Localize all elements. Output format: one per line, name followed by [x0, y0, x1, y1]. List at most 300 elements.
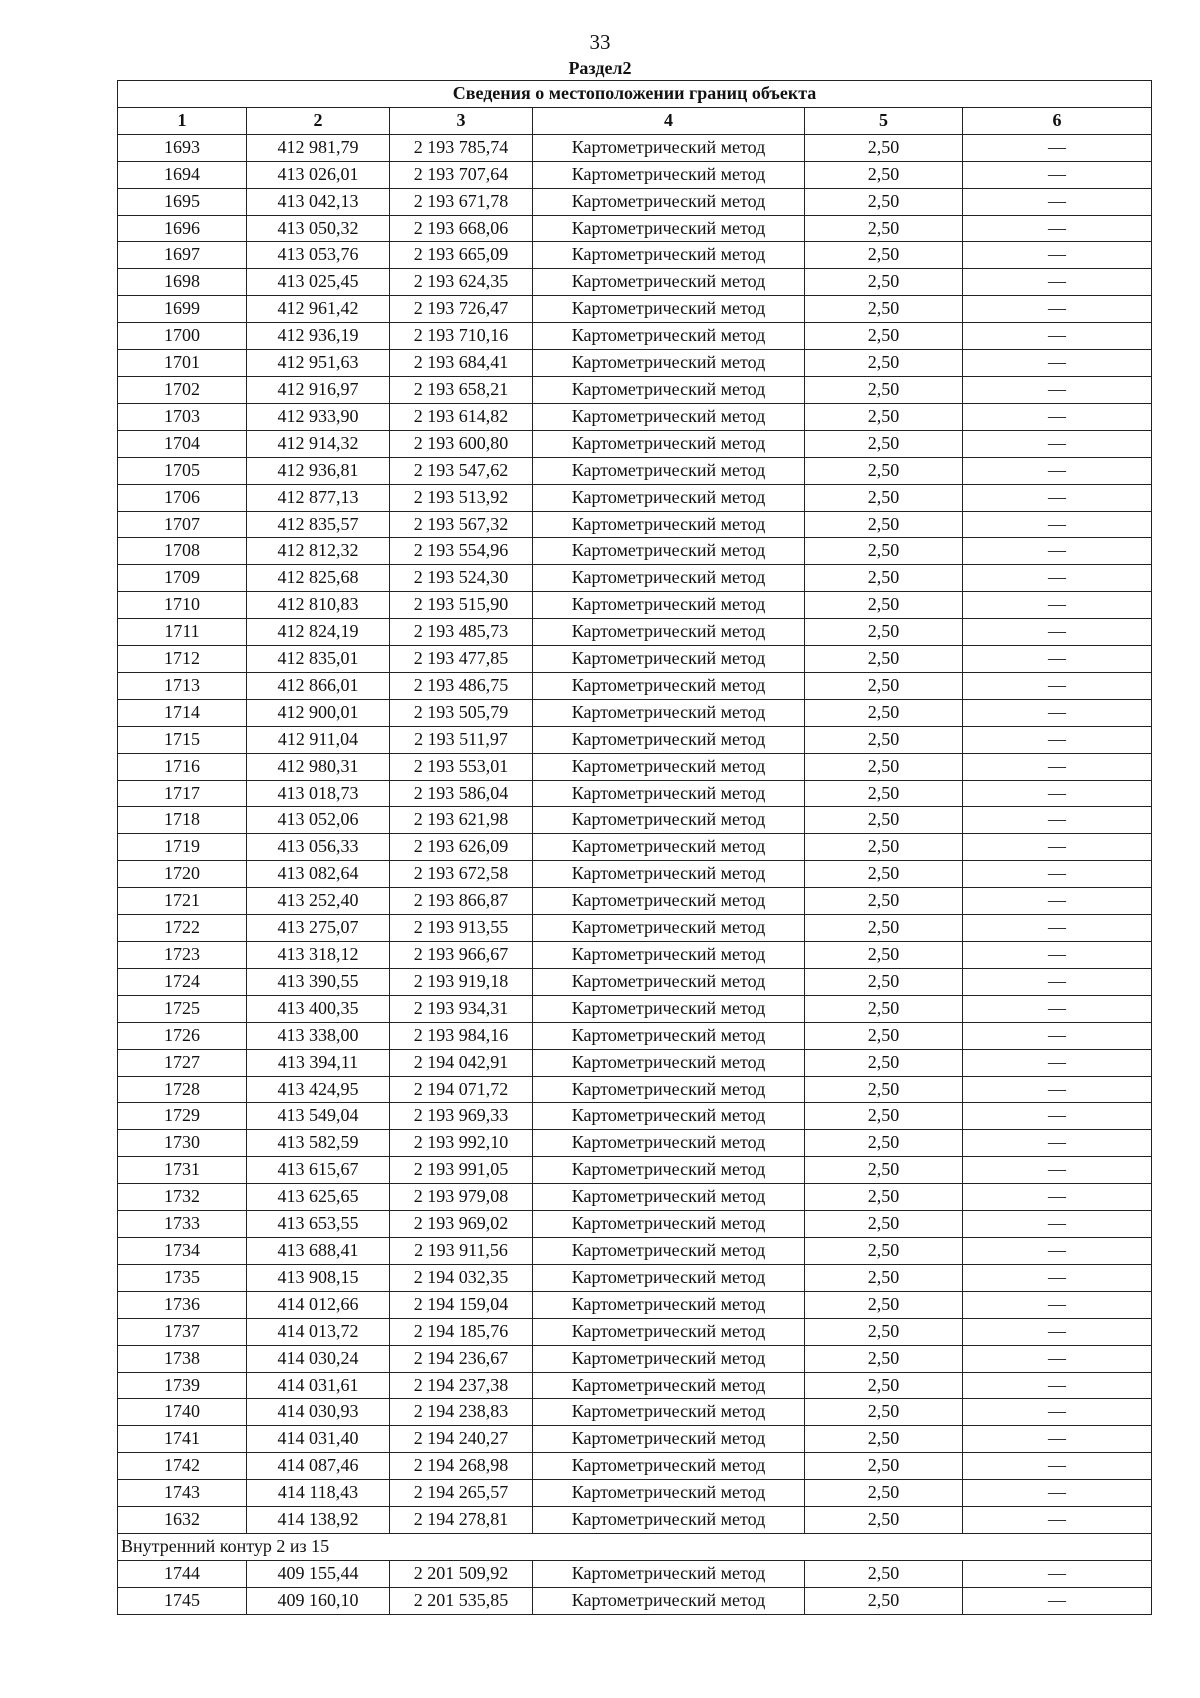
table-row — [118, 296, 1152, 323]
accuracy-cell: 2,50 — [805, 592, 963, 619]
x-coordinate-cell: 412 835,57 — [247, 511, 390, 538]
accuracy-cell: 2,50 — [805, 780, 963, 807]
accuracy-cell: 2,50 — [805, 457, 963, 484]
point-number-cell: 1701 — [118, 350, 247, 377]
x-coordinate-cell: 412 981,79 — [247, 134, 390, 161]
method-cell: Картометрический метод — [533, 215, 805, 242]
description-cell: — — [963, 376, 1152, 403]
x-coordinate-cell: 412 825,68 — [247, 565, 390, 592]
accuracy-cell: 2,50 — [805, 942, 963, 969]
method-cell: Картометрический метод — [533, 134, 805, 161]
method-cell: Картометрический метод — [533, 350, 805, 377]
point-number-cell: 1725 — [118, 995, 247, 1022]
point-number-cell: 1745 — [118, 1587, 247, 1614]
description-cell: — — [963, 1211, 1152, 1238]
x-coordinate-cell: 412 951,63 — [247, 350, 390, 377]
point-number-cell: 1715 — [118, 726, 247, 753]
method-cell: Картометрический метод — [533, 753, 805, 780]
description-cell: — — [963, 1372, 1152, 1399]
x-coordinate-cell: 412 911,04 — [247, 726, 390, 753]
description-cell: — — [963, 1507, 1152, 1534]
x-coordinate-cell: 414 030,93 — [247, 1399, 390, 1426]
y-coordinate-cell: 2 193 567,32 — [390, 511, 533, 538]
y-coordinate-cell: 2 193 515,90 — [390, 592, 533, 619]
y-coordinate-cell: 2 193 979,08 — [390, 1184, 533, 1211]
method-cell: Картометрический метод — [533, 968, 805, 995]
method-cell: Картометрический метод — [533, 1587, 805, 1614]
method-cell: Картометрический метод — [533, 1130, 805, 1157]
y-coordinate-cell: 2 193 658,21 — [390, 376, 533, 403]
x-coordinate-cell: 412 824,19 — [247, 619, 390, 646]
point-number-cell: 1735 — [118, 1264, 247, 1291]
x-coordinate-cell: 413 082,64 — [247, 861, 390, 888]
accuracy-cell: 2,50 — [805, 1345, 963, 1372]
point-number-cell: 1740 — [118, 1399, 247, 1426]
x-coordinate-cell: 413 688,41 — [247, 1237, 390, 1264]
x-coordinate-cell: 409 155,44 — [247, 1560, 390, 1587]
description-cell: — — [963, 699, 1152, 726]
accuracy-cell: 2,50 — [805, 1103, 963, 1130]
accuracy-cell: 2,50 — [805, 1560, 963, 1587]
y-coordinate-cell: 2 194 278,81 — [390, 1507, 533, 1534]
table-row — [118, 1130, 1152, 1157]
point-number-cell: 1727 — [118, 1049, 247, 1076]
y-coordinate-cell: 2 193 626,09 — [390, 834, 533, 861]
accuracy-cell: 2,50 — [805, 726, 963, 753]
description-cell: — — [963, 296, 1152, 323]
accuracy-cell: 2,50 — [805, 699, 963, 726]
y-coordinate-cell: 2 193 913,55 — [390, 915, 533, 942]
accuracy-cell: 2,50 — [805, 1480, 963, 1507]
description-cell: — — [963, 1076, 1152, 1103]
accuracy-cell: 2,50 — [805, 1211, 963, 1238]
description-cell: — — [963, 1237, 1152, 1264]
boundary-coordinates-table — [117, 80, 1152, 1615]
description-cell: — — [963, 968, 1152, 995]
y-coordinate-cell: 2 193 969,02 — [390, 1211, 533, 1238]
x-coordinate-cell: 413 394,11 — [247, 1049, 390, 1076]
accuracy-cell: 2,50 — [805, 1157, 963, 1184]
table-row — [118, 134, 1152, 161]
y-coordinate-cell: 2 193 911,56 — [390, 1237, 533, 1264]
accuracy-cell: 2,50 — [805, 1372, 963, 1399]
table-row — [118, 807, 1152, 834]
method-cell: Картометрический метод — [533, 1560, 805, 1587]
x-coordinate-cell: 413 390,55 — [247, 968, 390, 995]
y-coordinate-cell: 2 193 710,16 — [390, 323, 533, 350]
accuracy-cell: 2,50 — [805, 511, 963, 538]
accuracy-cell: 2,50 — [805, 1264, 963, 1291]
accuracy-cell: 2,50 — [805, 861, 963, 888]
y-coordinate-cell: 2 193 665,09 — [390, 242, 533, 269]
point-number-cell: 1720 — [118, 861, 247, 888]
page-number: 33 — [589, 30, 611, 54]
table-row — [118, 968, 1152, 995]
table-row — [118, 942, 1152, 969]
method-cell: Картометрический метод — [533, 592, 805, 619]
table-row — [118, 1022, 1152, 1049]
table-row — [118, 699, 1152, 726]
description-cell: — — [963, 995, 1152, 1022]
contour-label: Внутренний контур 2 из 15 — [118, 1533, 1152, 1560]
table-row — [118, 780, 1152, 807]
accuracy-cell: 2,50 — [805, 1049, 963, 1076]
point-number-cell: 1694 — [118, 161, 247, 188]
y-coordinate-cell: 2 194 159,04 — [390, 1291, 533, 1318]
method-cell: Картометрический метод — [533, 242, 805, 269]
accuracy-cell: 2,50 — [805, 1507, 963, 1534]
point-number-cell: 1712 — [118, 646, 247, 673]
x-coordinate-cell: 413 050,32 — [247, 215, 390, 242]
y-coordinate-cell: 2 194 238,83 — [390, 1399, 533, 1426]
table-row — [118, 646, 1152, 673]
table-row — [118, 753, 1152, 780]
method-cell: Картометрический метод — [533, 1453, 805, 1480]
y-coordinate-cell: 2 193 600,80 — [390, 430, 533, 457]
table-row — [118, 188, 1152, 215]
table-row — [118, 1264, 1152, 1291]
table-row — [118, 484, 1152, 511]
table-row — [118, 1076, 1152, 1103]
y-coordinate-cell: 2 194 236,67 — [390, 1345, 533, 1372]
column-header-6: 6 — [963, 107, 1152, 134]
point-number-cell: 1734 — [118, 1237, 247, 1264]
description-cell: — — [963, 134, 1152, 161]
table-row — [118, 619, 1152, 646]
x-coordinate-cell: 414 087,46 — [247, 1453, 390, 1480]
table-row — [118, 1049, 1152, 1076]
y-coordinate-cell: 2 193 866,87 — [390, 888, 533, 915]
point-number-cell: 1707 — [118, 511, 247, 538]
accuracy-cell: 2,50 — [805, 269, 963, 296]
method-cell: Картометрический метод — [533, 1049, 805, 1076]
accuracy-cell: 2,50 — [805, 188, 963, 215]
table-row — [118, 834, 1152, 861]
description-cell: — — [963, 188, 1152, 215]
method-cell: Картометрический метод — [533, 942, 805, 969]
accuracy-cell: 2,50 — [805, 1022, 963, 1049]
description-cell: — — [963, 1318, 1152, 1345]
y-coordinate-cell: 2 194 268,98 — [390, 1453, 533, 1480]
x-coordinate-cell: 412 810,83 — [247, 592, 390, 619]
description-cell: — — [963, 646, 1152, 673]
method-cell: Картометрический метод — [533, 1211, 805, 1238]
accuracy-cell: 2,50 — [805, 807, 963, 834]
description-cell: — — [963, 484, 1152, 511]
description-cell: — — [963, 1264, 1152, 1291]
method-cell: Картометрический метод — [533, 565, 805, 592]
description-cell: — — [963, 1453, 1152, 1480]
description-cell: — — [963, 457, 1152, 484]
description-cell: — — [963, 672, 1152, 699]
method-cell: Картометрический метод — [533, 1399, 805, 1426]
point-number-cell: 1697 — [118, 242, 247, 269]
point-number-cell: 1719 — [118, 834, 247, 861]
accuracy-cell: 2,50 — [805, 1587, 963, 1614]
x-coordinate-cell: 413 052,06 — [247, 807, 390, 834]
point-number-cell: 1700 — [118, 323, 247, 350]
accuracy-cell: 2,50 — [805, 1076, 963, 1103]
description-cell: — — [963, 619, 1152, 646]
table-row — [118, 1211, 1152, 1238]
point-number-cell: 1730 — [118, 1130, 247, 1157]
point-number-cell: 1711 — [118, 619, 247, 646]
x-coordinate-cell: 412 877,13 — [247, 484, 390, 511]
method-cell: Картометрический метод — [533, 1157, 805, 1184]
table-row — [118, 161, 1152, 188]
table-row — [118, 1587, 1152, 1614]
accuracy-cell: 2,50 — [805, 350, 963, 377]
y-coordinate-cell: 2 201 509,92 — [390, 1560, 533, 1587]
accuracy-cell: 2,50 — [805, 242, 963, 269]
point-number-cell: 1699 — [118, 296, 247, 323]
method-cell: Картометрический метод — [533, 699, 805, 726]
accuracy-cell: 2,50 — [805, 430, 963, 457]
description-cell: — — [963, 592, 1152, 619]
accuracy-cell: 2,50 — [805, 619, 963, 646]
method-cell: Картометрический метод — [533, 619, 805, 646]
table-row — [118, 1237, 1152, 1264]
accuracy-cell: 2,50 — [805, 323, 963, 350]
method-cell: Картометрический метод — [533, 1022, 805, 1049]
accuracy-cell: 2,50 — [805, 646, 963, 673]
method-cell: Картометрический метод — [533, 1103, 805, 1130]
method-cell: Картометрический метод — [533, 807, 805, 834]
method-cell: Картометрический метод — [533, 269, 805, 296]
method-cell: Картометрический метод — [533, 672, 805, 699]
y-coordinate-cell: 2 193 621,98 — [390, 807, 533, 834]
description-cell: — — [963, 350, 1152, 377]
description-cell: — — [963, 511, 1152, 538]
description-cell: — — [963, 1049, 1152, 1076]
column-header-3: 3 — [390, 107, 533, 134]
point-number-cell: 1723 — [118, 942, 247, 969]
y-coordinate-cell: 2 193 614,82 — [390, 403, 533, 430]
point-number-cell: 1698 — [118, 269, 247, 296]
table-row — [118, 1453, 1152, 1480]
x-coordinate-cell: 413 615,67 — [247, 1157, 390, 1184]
accuracy-cell: 2,50 — [805, 1399, 963, 1426]
x-coordinate-cell: 413 908,15 — [247, 1264, 390, 1291]
table-title-row — [118, 81, 1152, 108]
method-cell: Картометрический метод — [533, 1480, 805, 1507]
point-number-cell: 1702 — [118, 376, 247, 403]
accuracy-cell: 2,50 — [805, 1130, 963, 1157]
table-row — [118, 1157, 1152, 1184]
x-coordinate-cell: 413 275,07 — [247, 915, 390, 942]
column-header-4: 4 — [533, 107, 805, 134]
accuracy-cell: 2,50 — [805, 215, 963, 242]
description-cell: — — [963, 242, 1152, 269]
y-coordinate-cell: 2 201 535,85 — [390, 1587, 533, 1614]
point-number-cell: 1738 — [118, 1345, 247, 1372]
table-row — [118, 215, 1152, 242]
column-header-row — [118, 107, 1152, 134]
description-cell: — — [963, 1022, 1152, 1049]
x-coordinate-cell: 412 933,90 — [247, 403, 390, 430]
description-cell: — — [963, 215, 1152, 242]
method-cell: Картометрический метод — [533, 484, 805, 511]
description-cell: — — [963, 430, 1152, 457]
y-coordinate-cell: 2 193 992,10 — [390, 1130, 533, 1157]
y-coordinate-cell: 2 194 240,27 — [390, 1426, 533, 1453]
x-coordinate-cell: 412 866,01 — [247, 672, 390, 699]
accuracy-cell: 2,50 — [805, 296, 963, 323]
point-number-cell: 1713 — [118, 672, 247, 699]
table-row — [118, 457, 1152, 484]
y-coordinate-cell: 2 193 505,79 — [390, 699, 533, 726]
table-row — [118, 1480, 1152, 1507]
column-header-1: 1 — [118, 107, 247, 134]
y-coordinate-cell: 2 193 485,73 — [390, 619, 533, 646]
point-number-cell: 1742 — [118, 1453, 247, 1480]
description-cell: — — [963, 1103, 1152, 1130]
description-cell: — — [963, 161, 1152, 188]
y-coordinate-cell: 2 193 668,06 — [390, 215, 533, 242]
description-cell: — — [963, 726, 1152, 753]
description-cell: — — [963, 1345, 1152, 1372]
table-row — [118, 995, 1152, 1022]
point-number-cell: 1736 — [118, 1291, 247, 1318]
point-number-cell: 1708 — [118, 538, 247, 565]
x-coordinate-cell: 412 914,32 — [247, 430, 390, 457]
y-coordinate-cell: 2 193 785,74 — [390, 134, 533, 161]
description-cell: — — [963, 538, 1152, 565]
y-coordinate-cell: 2 193 726,47 — [390, 296, 533, 323]
method-cell: Картометрический метод — [533, 1318, 805, 1345]
table-row — [118, 592, 1152, 619]
point-number-cell: 1632 — [118, 1507, 247, 1534]
y-coordinate-cell: 2 193 684,41 — [390, 350, 533, 377]
method-cell: Картометрический метод — [533, 1184, 805, 1211]
table-row — [118, 915, 1152, 942]
x-coordinate-cell: 413 018,73 — [247, 780, 390, 807]
table-row — [118, 403, 1152, 430]
point-number-cell: 1718 — [118, 807, 247, 834]
x-coordinate-cell: 409 160,10 — [247, 1587, 390, 1614]
table-row — [118, 376, 1152, 403]
column-header-5: 5 — [805, 107, 963, 134]
y-coordinate-cell: 2 194 185,76 — [390, 1318, 533, 1345]
x-coordinate-cell: 412 936,81 — [247, 457, 390, 484]
point-number-cell: 1704 — [118, 430, 247, 457]
x-coordinate-cell: 414 031,61 — [247, 1372, 390, 1399]
point-number-cell: 1721 — [118, 888, 247, 915]
point-number-cell: 1732 — [118, 1184, 247, 1211]
point-number-cell: 1724 — [118, 968, 247, 995]
point-number-cell: 1706 — [118, 484, 247, 511]
method-cell: Картометрический метод — [533, 995, 805, 1022]
method-cell: Картометрический метод — [533, 1264, 805, 1291]
description-cell: — — [963, 780, 1152, 807]
x-coordinate-cell: 413 025,45 — [247, 269, 390, 296]
point-number-cell: 1743 — [118, 1480, 247, 1507]
method-cell: Картометрический метод — [533, 1237, 805, 1264]
accuracy-cell: 2,50 — [805, 403, 963, 430]
x-coordinate-cell: 414 118,43 — [247, 1480, 390, 1507]
y-coordinate-cell: 2 193 586,04 — [390, 780, 533, 807]
x-coordinate-cell: 412 916,97 — [247, 376, 390, 403]
description-cell: — — [963, 942, 1152, 969]
method-cell: Картометрический метод — [533, 188, 805, 215]
accuracy-cell: 2,50 — [805, 834, 963, 861]
description-cell: — — [963, 753, 1152, 780]
y-coordinate-cell: 2 193 477,85 — [390, 646, 533, 673]
description-cell: — — [963, 1426, 1152, 1453]
table-row — [118, 430, 1152, 457]
point-number-cell: 1726 — [118, 1022, 247, 1049]
accuracy-cell: 2,50 — [805, 915, 963, 942]
y-coordinate-cell: 2 193 524,30 — [390, 565, 533, 592]
point-number-cell: 1696 — [118, 215, 247, 242]
description-cell: — — [963, 1184, 1152, 1211]
point-number-cell: 1744 — [118, 1560, 247, 1587]
point-number-cell: 1709 — [118, 565, 247, 592]
table-row — [118, 1399, 1152, 1426]
description-cell: — — [963, 861, 1152, 888]
x-coordinate-cell: 413 053,76 — [247, 242, 390, 269]
description-cell: — — [963, 1399, 1152, 1426]
table-row — [118, 888, 1152, 915]
point-number-cell: 1737 — [118, 1318, 247, 1345]
point-number-cell: 1731 — [118, 1157, 247, 1184]
table-row — [118, 323, 1152, 350]
table-row — [118, 511, 1152, 538]
method-cell: Картометрический метод — [533, 376, 805, 403]
table-row — [118, 1345, 1152, 1372]
x-coordinate-cell: 413 549,04 — [247, 1103, 390, 1130]
description-cell: — — [963, 1480, 1152, 1507]
y-coordinate-cell: 2 194 265,57 — [390, 1480, 533, 1507]
x-coordinate-cell: 413 252,40 — [247, 888, 390, 915]
method-cell: Картометрический метод — [533, 861, 805, 888]
x-coordinate-cell: 412 900,01 — [247, 699, 390, 726]
table-row — [118, 1291, 1152, 1318]
table-body — [118, 134, 1152, 1614]
method-cell: Картометрический метод — [533, 1426, 805, 1453]
accuracy-cell: 2,50 — [805, 134, 963, 161]
accuracy-cell: 2,50 — [805, 1291, 963, 1318]
table-row — [118, 1507, 1152, 1534]
table-row — [118, 565, 1152, 592]
y-coordinate-cell: 2 193 984,16 — [390, 1022, 533, 1049]
y-coordinate-cell: 2 194 032,35 — [390, 1264, 533, 1291]
accuracy-cell: 2,50 — [805, 376, 963, 403]
method-cell: Картометрический метод — [533, 511, 805, 538]
description-cell: — — [963, 1560, 1152, 1587]
x-coordinate-cell: 413 582,59 — [247, 1130, 390, 1157]
x-coordinate-cell: 413 318,12 — [247, 942, 390, 969]
description-cell: — — [963, 888, 1152, 915]
x-coordinate-cell: 414 012,66 — [247, 1291, 390, 1318]
description-cell: — — [963, 565, 1152, 592]
y-coordinate-cell: 2 193 934,31 — [390, 995, 533, 1022]
x-coordinate-cell: 413 338,00 — [247, 1022, 390, 1049]
x-coordinate-cell: 412 936,19 — [247, 323, 390, 350]
method-cell: Картометрический метод — [533, 1291, 805, 1318]
method-cell: Картометрический метод — [533, 1345, 805, 1372]
x-coordinate-cell: 413 042,13 — [247, 188, 390, 215]
method-cell: Картометрический метод — [533, 296, 805, 323]
y-coordinate-cell: 2 194 071,72 — [390, 1076, 533, 1103]
y-coordinate-cell: 2 193 553,01 — [390, 753, 533, 780]
table-row — [118, 242, 1152, 269]
description-cell: — — [963, 269, 1152, 296]
accuracy-cell: 2,50 — [805, 484, 963, 511]
x-coordinate-cell: 413 625,65 — [247, 1184, 390, 1211]
accuracy-cell: 2,50 — [805, 1237, 963, 1264]
point-number-cell: 1722 — [118, 915, 247, 942]
